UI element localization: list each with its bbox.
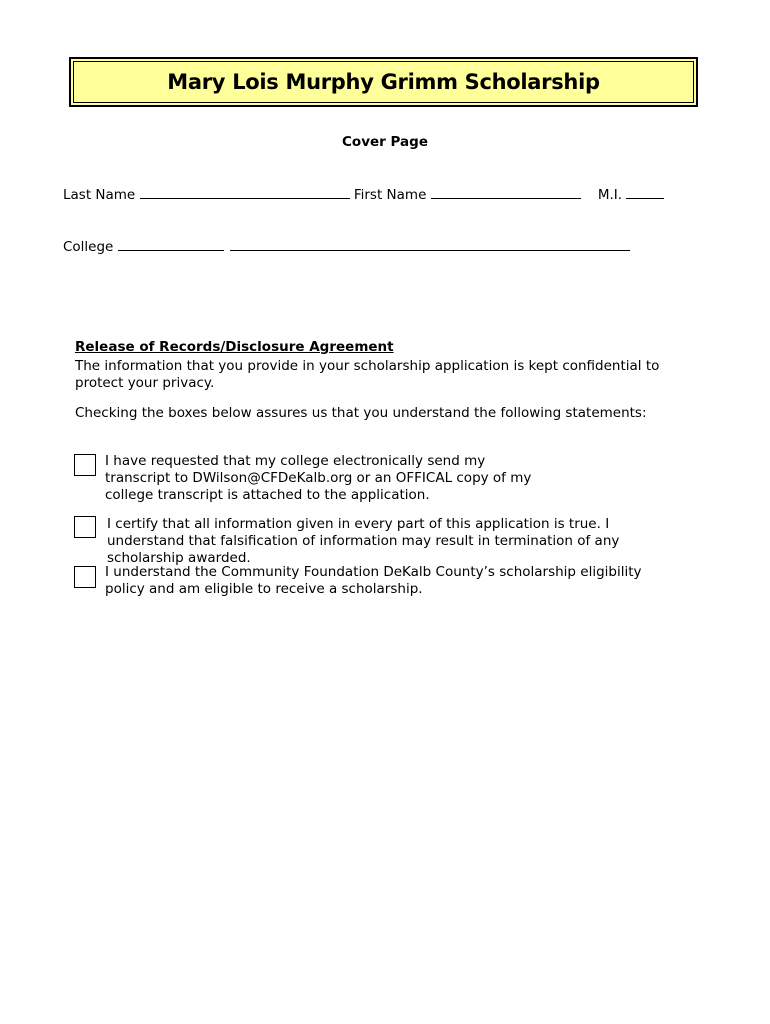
transcript-checkbox[interactable] — [74, 454, 96, 476]
college-field-long[interactable] — [230, 238, 630, 251]
first-name-label: First Name — [353, 187, 427, 203]
title-banner — [69, 57, 698, 107]
statement-eligibility: I understand the Community Foundation DeKalb County’s scholarship eligibility policy and am eligible to receive a scholarship. — [105, 564, 642, 597]
certify-checkbox[interactable] — [74, 516, 96, 538]
statement-certify: I certify that all information given in every part of this application is true. I understand that falsification of information may result in termination of any scholarship awarded. — [107, 516, 620, 566]
name-row — [63, 186, 664, 203]
mi-field[interactable] — [626, 186, 664, 199]
cover-page-heading: Cover Page — [342, 134, 428, 150]
college-row — [63, 238, 630, 255]
first-name-field[interactable] — [431, 186, 581, 199]
college-label: College — [63, 239, 114, 255]
last-name-field[interactable] — [140, 186, 350, 199]
college-field-short[interactable] — [118, 238, 224, 251]
last-name-label: Last Name — [63, 187, 136, 203]
statement-transcript: I have requested that my college electronically send my transcript to DWilson@CFDeKalb.org or an OFFICAL copy of my college transcript is attached to the application. — [105, 453, 532, 503]
mi-label: M.I. — [597, 187, 623, 203]
release-heading: Release of Records/Disclosure Agreement — [75, 339, 394, 355]
release-intro: The information that you provide in your scholarship application is kept confidential to protect your privacy. — [75, 358, 660, 391]
release-instruction: Checking the boxes below assures us that you understand the following statements: — [75, 405, 647, 421]
eligibility-checkbox[interactable] — [74, 566, 96, 588]
page-title: Mary Lois Murphy Grimm Scholarship — [167, 70, 600, 94]
